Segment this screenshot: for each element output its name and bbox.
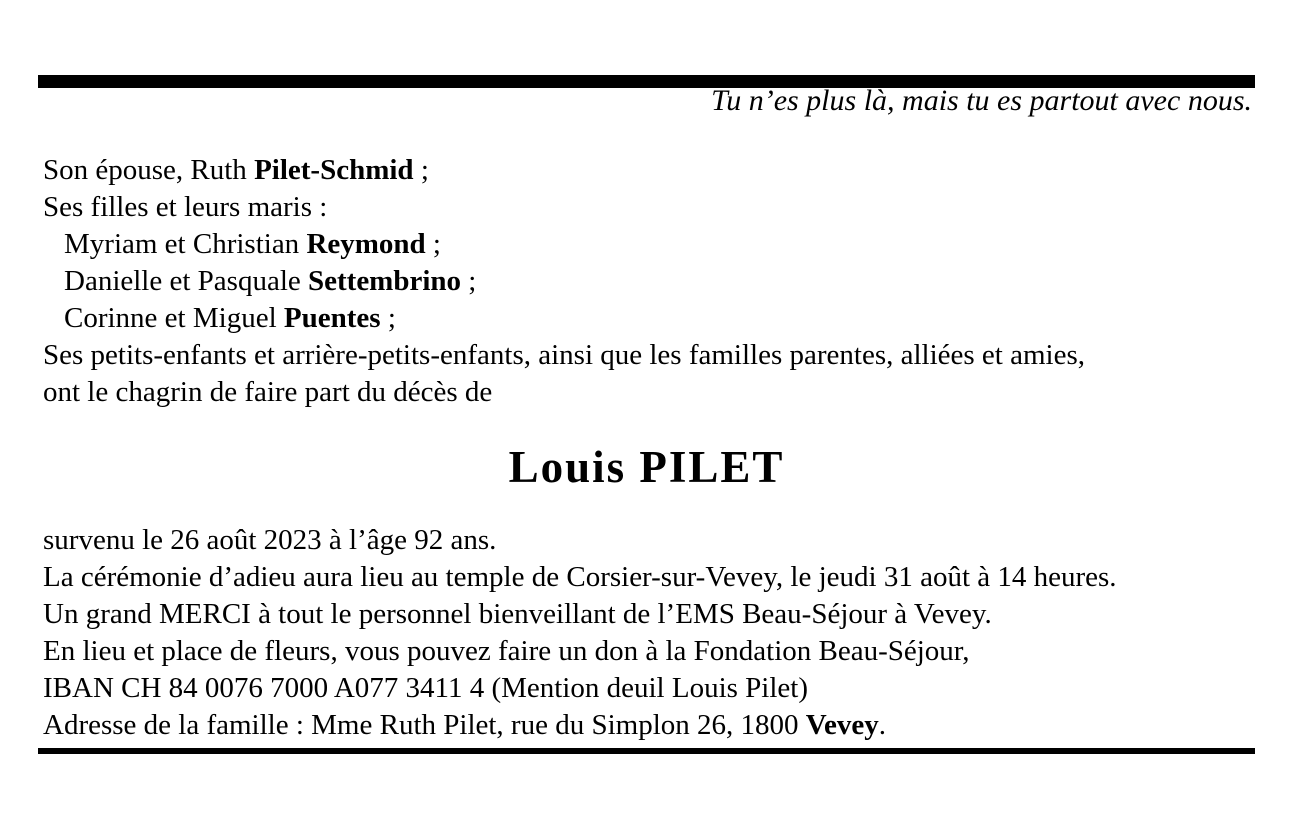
line-text: ont le chagrin de faire part du décès de: [43, 376, 493, 408]
line-text: En lieu et place de fleurs, vous pouvez faire un don à la Fondation Beau-Séjour,: [43, 635, 970, 667]
line-punct: ;: [425, 228, 441, 260]
detail-line: [43, 633, 1117, 670]
deceased-name: Louis PILET: [508, 442, 785, 492]
detail-line: [43, 707, 1117, 744]
line-text: Myriam et Christian: [64, 228, 307, 260]
line-punct: ;: [461, 265, 477, 297]
line-punct: .: [878, 709, 887, 741]
surname-bold: Pilet-Schmid: [254, 154, 414, 186]
line-text: Son épouse, Ruth: [43, 154, 255, 186]
line-text: Danielle et Pasquale: [64, 265, 308, 297]
line-text: Adresse de la famille : Mme Ruth Pilet, rue du Simplon 26, 1800: [43, 709, 806, 741]
family-line: [43, 300, 1085, 337]
surname-bold: Settembrino: [308, 265, 462, 297]
line-text: Corinne et Miguel: [64, 302, 284, 334]
family-line: [43, 374, 1085, 411]
family-line: [43, 337, 1085, 374]
detail-line: [43, 670, 1117, 707]
family-list: [43, 152, 1085, 411]
detail-line: [43, 522, 1117, 559]
surname-bold: Reymond: [306, 228, 426, 260]
line-text: La cérémonie d’adieu aura lieu au temple de Corsier-sur-Vevey, le jeudi 31 août à 14 heures.: [43, 561, 1117, 593]
detail-line: [43, 596, 1117, 633]
bottom-rule: [38, 748, 1255, 754]
line-punct: ;: [380, 302, 396, 334]
line-text: IBAN CH 84 0076 7000 A077 3411 4 (Mention deuil Louis Pilet): [43, 672, 808, 704]
detail-line: [43, 559, 1117, 596]
family-line: [43, 263, 1085, 300]
family-line: [43, 226, 1085, 263]
epitaph-quote: Tu n’es plus là, mais tu es partout avec nous.: [711, 84, 1252, 117]
family-line: [43, 189, 1085, 226]
detail-bold: Vevey: [805, 709, 879, 741]
surname-bold: Puentes: [283, 302, 381, 334]
line-punct: ;: [413, 154, 429, 186]
family-line: [43, 152, 1085, 189]
line-text: Ses petits-enfants et arrière-petits-enfants, ainsi que les familles parentes, alliées et amies,: [43, 339, 1086, 371]
line-text: Un grand MERCI à tout le personnel bienveillant de l’EMS Beau-Séjour à Vevey.: [43, 598, 992, 630]
line-text: Ses filles et leurs maris :: [43, 191, 328, 223]
details-block: [43, 522, 1117, 744]
line-text: survenu le 26 août 2023 à l’âge 92 ans.: [43, 524, 497, 556]
